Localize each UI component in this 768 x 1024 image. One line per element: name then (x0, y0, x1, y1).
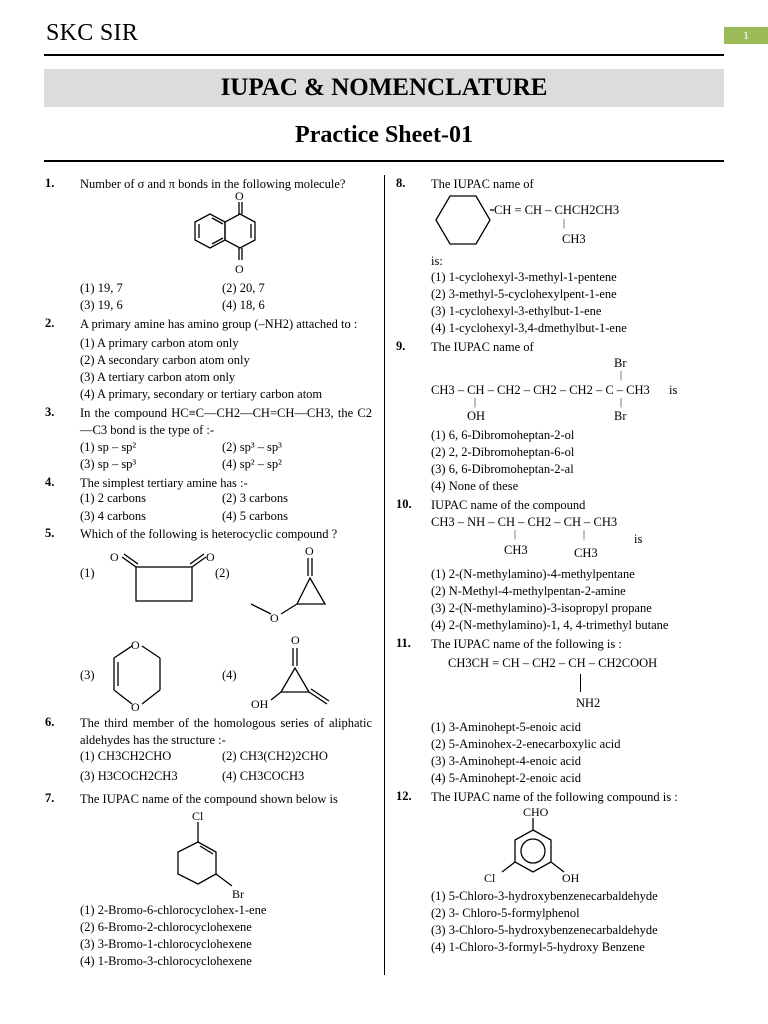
q9-br-bottom: Br (614, 409, 627, 423)
q10-option-4[interactable]: (4) 2-(N-methylamino)-1, 4, 4-trimethyl butane (431, 618, 669, 632)
svg-text:OH: OH (251, 697, 269, 710)
q10-bond-2: | (583, 529, 586, 540)
header-rule (44, 54, 724, 56)
q11-option-1[interactable]: (1) 3-Aminohept-5-enoic acid (431, 720, 581, 734)
q11-amine-bond (580, 674, 581, 692)
svg-text:O: O (270, 611, 279, 625)
q2-text: A primary amine has amino group (–NH2) attached to : (80, 317, 358, 331)
q10-branch-ch3-2: CH3 (574, 546, 598, 560)
q8-is-label: is: (431, 254, 443, 268)
q5-cyclobutanedione-structure (100, 545, 225, 610)
q5-option-1[interactable]: (1) (80, 566, 95, 580)
q5-text: Which of the following is heterocyclic compound ? (80, 527, 338, 541)
q5-methylenecyclopropanone-structure (245, 630, 355, 710)
q9-bond-top: | (620, 370, 623, 381)
q9-number: 9. (396, 339, 406, 353)
q1-option-2[interactable]: (2) 20, 7 (222, 281, 265, 295)
q9-option-3[interactable]: (3) 6, 6-Dibromoheptan-2-al (431, 462, 574, 476)
q6-text: The third member of the homologous series of aliphatic aldehydes has the structure :- (80, 716, 372, 747)
q9-option-2[interactable]: (2) 2, 2-Dibromoheptan-6-ol (431, 445, 575, 459)
svg-text:O: O (131, 638, 140, 652)
q10-number: 10. (396, 497, 412, 511)
q12-number: 12. (396, 789, 412, 803)
q8-option-3[interactable]: (3) 1-cyclohexyl-3-ethylbut-1-ene (431, 304, 602, 318)
q3-text: In the compound HC≡C—CH2—CH=CH—CH3, the C2—C3 bond is the type of :- (80, 406, 372, 437)
q7-text: The IUPAC name of the compound shown below is (80, 792, 338, 806)
q10-option-1[interactable]: (1) 2-(N-methylamino)-4-methylpentane (431, 567, 635, 581)
q7-option-2[interactable]: (2) 6-Bromo-2-chlorocyclohexene (80, 920, 252, 934)
q3-number: 3. (45, 405, 55, 419)
q10-is-label: is (634, 532, 643, 546)
q2-option-4[interactable]: (4) A primary, secondary or tertiary carbon atom (80, 387, 323, 401)
q9-option-1[interactable]: (1) 6, 6-Dibromoheptan-2-ol (431, 428, 575, 442)
q10-branch-ch3-1: CH3 (504, 543, 528, 557)
q12-benzaldehyde-structure (478, 804, 588, 888)
q2-number: 2. (45, 316, 55, 330)
q2-option-1[interactable]: (1) A primary carbon atom only (80, 336, 239, 350)
author-header: SKC SIR (46, 20, 139, 46)
q8-option-4[interactable]: (4) 1-cyclohexyl-3,4-dmethylbut-1-ene (431, 321, 627, 335)
q9-bond-bottom: | (620, 397, 623, 408)
q12-option-2[interactable]: (2) 3- Chloro-5-formylphenol (431, 906, 580, 920)
svg-text:Br: Br (232, 887, 244, 901)
q12-option-3[interactable]: (3) 3-Chloro-5-hydroxybenzenecarbaldehyde (431, 923, 658, 937)
q7-number: 7. (45, 791, 55, 805)
q9-is-label: is (669, 383, 678, 397)
svg-text:O: O (131, 700, 140, 714)
svg-text:O: O (110, 550, 119, 564)
q4-option-4[interactable]: (4) 5 carbons (222, 509, 288, 523)
q9-formula: CH3 – CH – CH2 – CH2 – CH2 – C – CH3 (431, 383, 650, 397)
q10-formula: CH3 – NH – CH – CH2 – CH – CH3 (431, 515, 618, 529)
q6-option-3[interactable]: (3) H3COCH2CH3 (80, 769, 178, 783)
q5-dioxine-structure (100, 632, 170, 722)
q1-naphthoquinone-structure (170, 190, 270, 280)
q11-text: The IUPAC name of the following is : (431, 637, 622, 651)
q2-option-2[interactable]: (2) A secondary carbon atom only (80, 353, 250, 367)
q11-option-4[interactable]: (4) 5-Aminohept-2-enoic acid (431, 771, 581, 785)
q4-option-1[interactable]: (1) 2 carbons (80, 491, 146, 505)
svg-text:O: O (291, 633, 300, 647)
q2-option-3[interactable]: (3) A tertiary carbon atom only (80, 370, 236, 384)
q8-branch-ch3: CH3 (562, 232, 586, 246)
q6-option-1[interactable]: (1) CH3CH2CHO (80, 749, 172, 763)
q8-number: 8. (396, 176, 406, 190)
svg-text:Cl: Cl (192, 809, 204, 823)
q7-option-1[interactable]: (1) 2-Bromo-6-chlorocyclohex-1-ene (80, 903, 267, 917)
q9-option-4[interactable]: (4) None of these (431, 479, 519, 493)
q4-text: The simplest tertiary amine has :- (80, 476, 248, 490)
q9-br-top: Br (614, 356, 627, 370)
q5-option-3[interactable]: (3) (80, 668, 95, 682)
q7-option-3[interactable]: (3) 3-Bromo-1-chlorocyclohexene (80, 937, 252, 951)
svg-text:Cl: Cl (484, 871, 496, 885)
page-number-badge: 1 (724, 27, 768, 44)
q12-text: The IUPAC name of the following compound is : (431, 790, 678, 804)
svg-text:O: O (235, 262, 244, 276)
q12-option-4[interactable]: (4) 1-Chloro-3-formyl-5-hydroxy Benzene (431, 940, 645, 954)
q9-text: The IUPAC name of (431, 340, 534, 354)
q3-option-4[interactable]: (4) sp² – sp² (222, 457, 282, 471)
q8-option-1[interactable]: (1) 1-cyclohexyl-3-methyl-1-pentene (431, 270, 617, 284)
svg-text:O: O (305, 544, 314, 558)
q5-methoxycyclopropanone-structure (245, 542, 335, 632)
q5-number: 5. (45, 526, 55, 540)
q8-cyclohexane-ring (428, 192, 508, 254)
q7-cyclohexene-structure (160, 806, 260, 901)
q9-oh: OH (467, 409, 486, 423)
title-banner: IUPAC & NOMENCLATURE (44, 69, 724, 107)
q11-formula: CH3CH = CH – CH2 – CH – CH2COOH (448, 656, 658, 670)
q10-text: IUPAC name of the compound (431, 498, 586, 512)
q4-number: 4. (45, 475, 55, 489)
q10-bond-1: | (514, 529, 517, 540)
q6-number: 6. (45, 715, 55, 729)
q5-option-4[interactable]: (4) (222, 668, 237, 682)
q5-option-2[interactable]: (2) (215, 566, 230, 580)
sheet-title: Practice Sheet-01 (295, 122, 473, 148)
q4-option-3[interactable]: (3) 4 carbons (80, 509, 146, 523)
q3-option-1[interactable]: (1) sp – sp² (80, 440, 137, 454)
q3-option-3[interactable]: (3) sp – sp³ (80, 457, 137, 471)
q10-option-2[interactable]: (2) N-Methyl-4-methylpentan-2-amine (431, 584, 626, 598)
q7-option-4[interactable]: (4) 1-Bromo-3-chlorocyclohexene (80, 954, 252, 968)
q4-option-2[interactable]: (2) 3 carbons (222, 491, 288, 505)
svg-text:CHO: CHO (523, 805, 549, 819)
q8-branch-bond: | (563, 218, 566, 229)
q12-option-1[interactable]: (1) 5-Chloro-3-hydroxybenzenecarbaldehyde (431, 889, 658, 903)
q1-number: 1. (45, 176, 55, 190)
q6-option-2[interactable]: (2) CH3(CH2)2CHO (222, 749, 328, 763)
svg-text:O: O (206, 550, 215, 564)
q1-option-3[interactable]: (3) 19, 6 (80, 298, 123, 312)
q6-option-4[interactable]: (4) CH3COCH3 (222, 769, 305, 783)
q11-number: 11. (396, 636, 411, 650)
svg-text:OH: OH (562, 871, 580, 885)
q1-text: Number of σ and π bonds in the following molecule? (80, 177, 346, 191)
q11-option-2[interactable]: (2) 5-Aminohex-2-enecarboxylic acid (431, 737, 621, 751)
q9-bond-oh: | (474, 397, 477, 408)
q8-chain-formula: CH = CH – CHCH2CH3 (494, 203, 620, 217)
q10-option-3[interactable]: (3) 2-(N-methylamino)-3-isopropyl propane (431, 601, 652, 615)
q8-option-2[interactable]: (2) 3-methyl-5-cyclohexylpent-1-ene (431, 287, 617, 301)
q8-text: The IUPAC name of (431, 177, 534, 191)
title-rule (44, 160, 724, 162)
svg-text:O: O (235, 190, 244, 203)
q1-option-1[interactable]: (1) 19, 7 (80, 281, 123, 295)
q11-nh2: NH2 (576, 696, 601, 710)
column-divider (384, 175, 385, 975)
q11-option-3[interactable]: (3) 3-Aminohept-4-enoic acid (431, 754, 581, 768)
q3-option-2[interactable]: (2) sp³ – sp³ (222, 440, 282, 454)
q1-option-4[interactable]: (4) 18, 6 (222, 298, 265, 312)
